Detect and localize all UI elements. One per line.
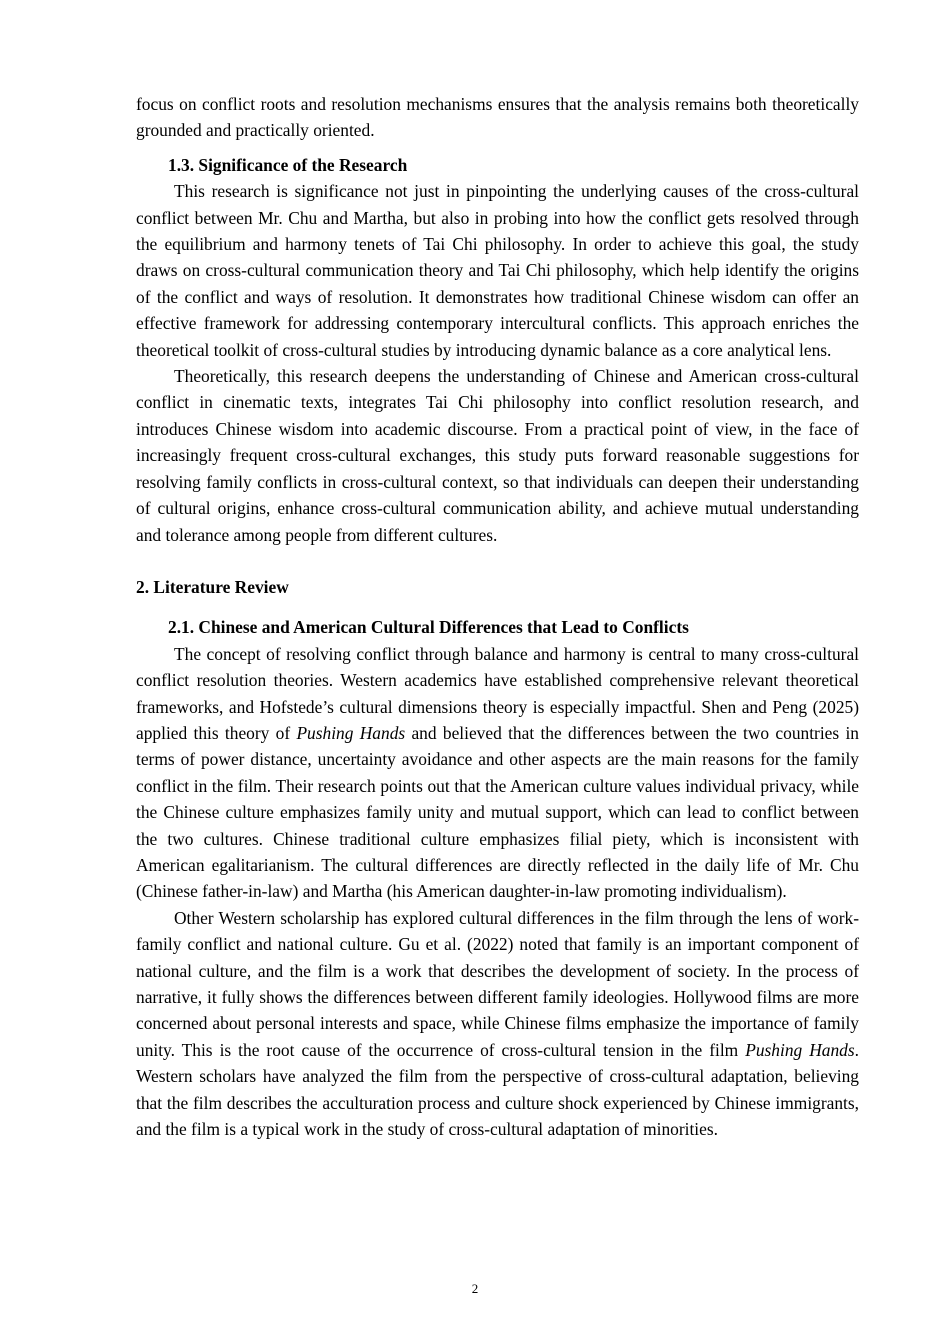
film-title: Pushing Hands xyxy=(745,1039,855,1060)
paragraph-text: and believed that the differences between the two countries in terms of power distance, uncertainty avoidance and other aspects are the main reasons for the family conflict in the film. Their research points out that the American culture values individual privacy, while the Chinese culture emphasizes family unity and mutual support, which can lead to conflict between the two cultures. Chinese traditional culture emphasizes filial piety, which is inconsistent with American egalitarianism. The cultural differences are directly reflected in the daily life of Mr. Chu (Chinese father-in-law) and Martha (his American daughter-in-law promoting individualism). xyxy=(136,722,859,902)
significance-paragraph-1: This research is significance not just in pinpointing the underlying causes of the cross-cultural conflict between Mr. Chu and Martha, but also in probing into how the conflict gets resolved through the equilibrium and harmony tenets of Tai Chi philosophy. In order to achieve this goal, the study draws on cross-cultural communication theory and Tai Chi philosophy, which help identify the origins of the conflict and ways of resolution. It demonstrates how traditional Chinese wisdom can offer an effective framework for addressing contemporary intercultural conflicts. This approach enriches the theoretical toolkit of cross-cultural studies by introducing dynamic balance as a core analytical lens. xyxy=(136,181,859,360)
spacer xyxy=(136,600,859,614)
page-number: 2 xyxy=(471,1281,479,1296)
section-heading-2-1: 2.1. Chinese and American Cultural Differences that Lead to Conflicts xyxy=(168,617,689,638)
significance-paragraph-2: Theoretically, this research deepens the understanding of Chinese and American cross-cultural conflict in cinematic texts, integrates Tai Chi philosophy into conflict resolution research, and introduces Chinese wisdom into academic discourse. From a practical point of view, in the face of increasingly frequent cross-cultural exchanges, this study puts forward reasonable suggestions for resolving family conflicts in cross-cultural context, so that individuals can deepen their understanding of cultural origins, enhance cross-cultural communication ability, and achieve mutual understanding and tolerance among people from different cultures. xyxy=(136,366,859,545)
paragraph-text: The concept of resolving conflict through balance and harmony is central to many cross-cultural conflict resolution theories. Western academics have established comprehensive relevant theoretical frameworks, and Hofstede’s cultural dimensions theory is especially impactful. Shen and Peng (2025) applied this theory of xyxy=(136,643,859,743)
literature-paragraph-1 xyxy=(136,641,859,905)
spacer xyxy=(136,144,859,152)
spacer xyxy=(136,548,859,574)
section-heading-2: 2. Literature Review xyxy=(136,576,289,597)
paragraph-text: . Western scholars have analyzed the film from the perspective of cross-cultural adaptation, believing that the film describes the acculturation process and culture shock experienced by Chinese immigrants, and the film is a typical work in the study of cross-cultural adaptation of minorities. xyxy=(136,1039,859,1140)
section-heading-1-3: 1.3. Significance of the Research xyxy=(168,154,408,175)
continuation-paragraph: focus on conflict roots and resolution mechanisms ensures that the analysis remains both theoretically grounded and practically oriented. xyxy=(136,94,859,141)
paragraph-text: Other Western scholarship has explored cultural differences in the film through the lens of work-family conflict and national culture. Gu et al. (2022) noted that family is an important component of national culture, and the film is a work that describes the development of society. In the process of narrative, it fully shows the differences between different family ideologies. Hollywood films are more concerned about personal interests and space, while Chinese films emphasize the importance of family unity. This is the root cause of the occurrence of cross-cultural tension in the film xyxy=(136,907,859,1060)
literature-paragraph-2 xyxy=(136,905,859,1143)
document-body xyxy=(136,91,859,1142)
film-title: Pushing Hands xyxy=(296,722,406,743)
